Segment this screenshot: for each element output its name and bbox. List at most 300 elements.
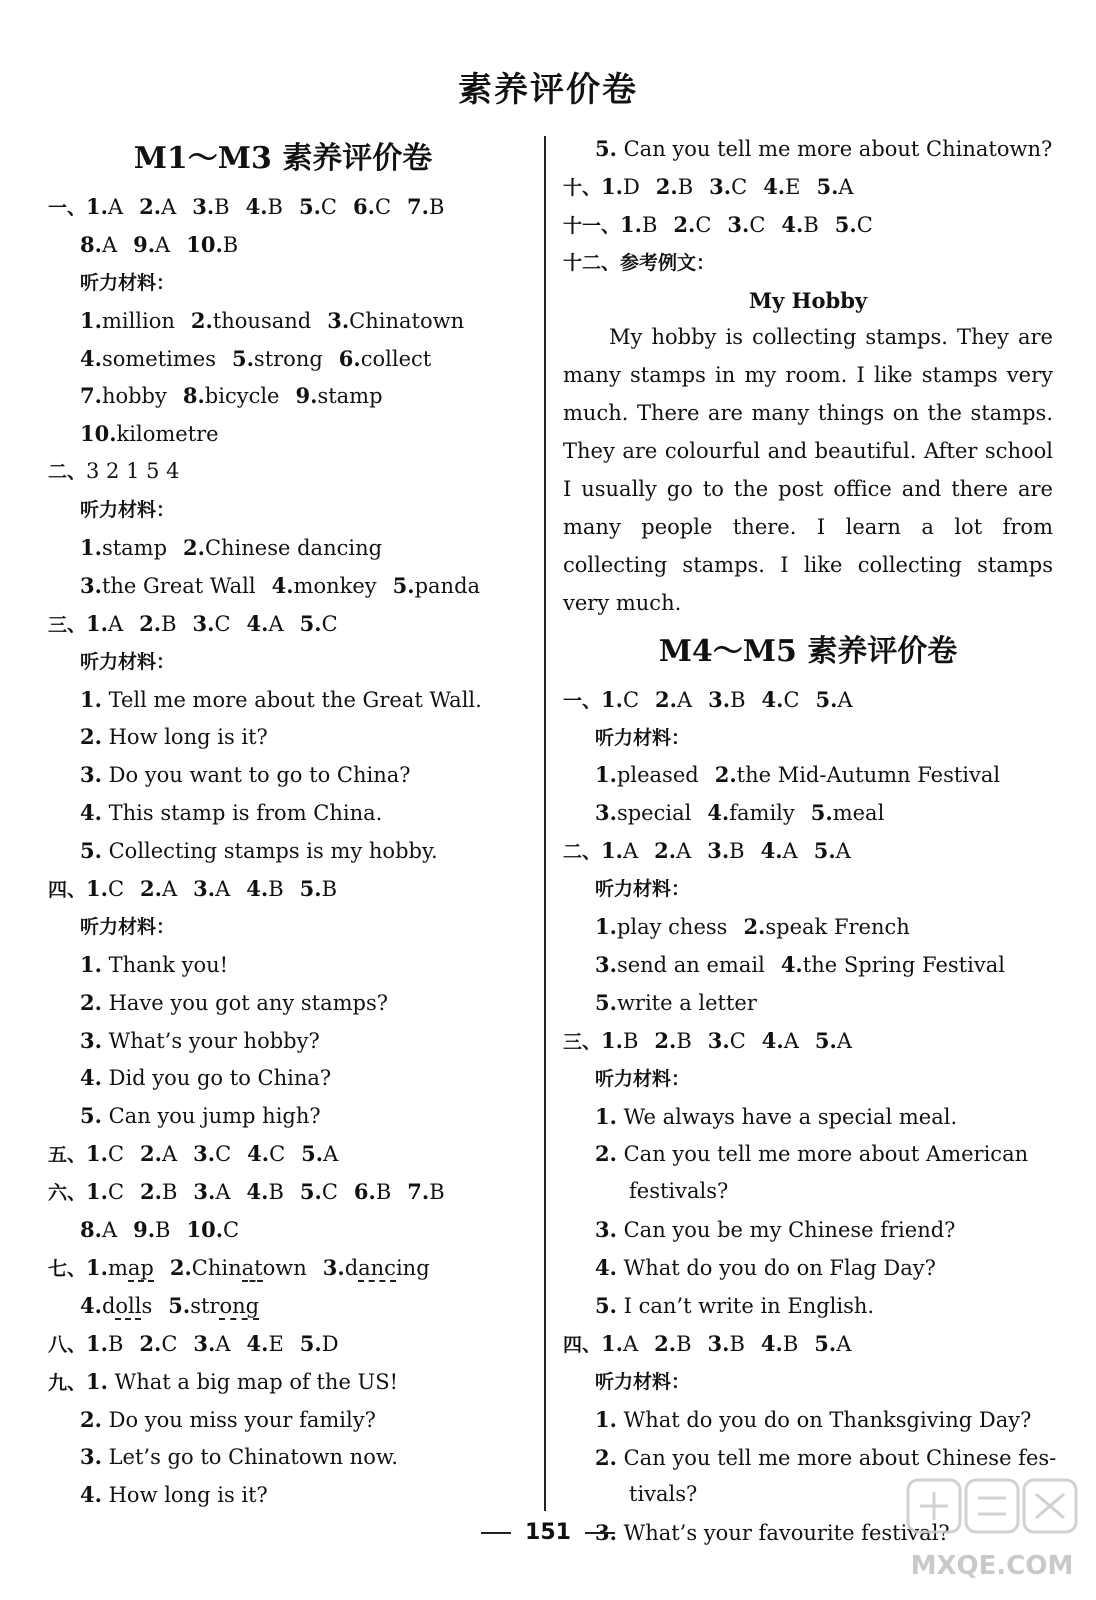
answer-line bbox=[48, 681, 518, 719]
item-answer: B bbox=[676, 1028, 692, 1053]
item-number: 2. bbox=[140, 876, 162, 902]
answer-line bbox=[48, 756, 518, 794]
item-number: 9. bbox=[295, 383, 318, 409]
answer-line bbox=[563, 908, 1053, 946]
item-number: 5. bbox=[834, 211, 857, 237]
word-part: str bbox=[190, 1293, 220, 1318]
left-column bbox=[48, 130, 518, 1514]
underlined-letters: anc bbox=[358, 1255, 396, 1280]
answer-line bbox=[563, 1098, 1053, 1136]
item-number: 5. bbox=[299, 876, 322, 902]
item-answer: B bbox=[729, 839, 745, 864]
item-answer: A bbox=[622, 839, 639, 864]
item-number: 7. bbox=[407, 194, 429, 219]
answer-line bbox=[48, 415, 518, 453]
word-part: d bbox=[344, 1255, 359, 1280]
item-number: 9. bbox=[133, 231, 156, 257]
item-answer: A bbox=[215, 1331, 231, 1356]
item-number: 4. bbox=[780, 951, 803, 977]
item-number: 2. bbox=[743, 914, 766, 940]
answer-line bbox=[48, 491, 518, 529]
sentence-text: What a big map of the US! bbox=[107, 1369, 399, 1394]
sentence-text: Have you got any stamps? bbox=[101, 990, 389, 1015]
column-divider bbox=[544, 136, 546, 1511]
sentence-text: Do you want to go to China? bbox=[101, 763, 411, 788]
item-number: 1. bbox=[595, 762, 617, 788]
item-number: 10. bbox=[80, 421, 117, 447]
answer-line bbox=[48, 340, 518, 378]
item-number: 3. bbox=[192, 194, 215, 219]
item-number: 4. bbox=[246, 610, 269, 636]
watermark-text: MXQE.COM bbox=[910, 1551, 1074, 1581]
item-number: 1. bbox=[80, 686, 102, 712]
answer-line bbox=[48, 832, 518, 870]
sentence-text: Can you be my Chinese friend? bbox=[616, 1218, 956, 1243]
sentence-text: Thank you! bbox=[101, 952, 229, 977]
answer-line bbox=[563, 1173, 1053, 1211]
sentence-text: What do you do on Flag Day? bbox=[616, 1256, 936, 1281]
footer-dash bbox=[481, 1532, 511, 1534]
item-answer: collect bbox=[360, 346, 432, 371]
item-number: 4. bbox=[80, 800, 102, 826]
answer-list-m4-m5 bbox=[563, 681, 1057, 1552]
item-answer: C bbox=[107, 877, 125, 902]
answer-line bbox=[48, 1401, 518, 1439]
item-answer: C bbox=[749, 212, 766, 237]
item-answer: E bbox=[785, 174, 801, 199]
listening-heading: 听力材料： bbox=[595, 878, 691, 901]
item-answer: B bbox=[803, 212, 819, 237]
item-number: 1. bbox=[601, 838, 623, 864]
item-number: 5. bbox=[80, 1103, 102, 1129]
item-number: 2. bbox=[140, 1141, 162, 1167]
item-answer: B bbox=[214, 195, 230, 219]
section-number: 三、 bbox=[48, 613, 87, 636]
item-answer: C bbox=[320, 195, 337, 219]
item-number: 1. bbox=[601, 1330, 623, 1356]
item-answer: A bbox=[676, 839, 692, 864]
section-number: 十、 bbox=[563, 176, 602, 199]
answer-line bbox=[563, 870, 1053, 908]
item-number: 4. bbox=[761, 686, 784, 712]
section-number: 六、 bbox=[48, 1182, 87, 1205]
item-answer: A bbox=[161, 877, 178, 902]
section-number: 五、 bbox=[48, 1144, 87, 1167]
watermark-logo bbox=[900, 1470, 1085, 1590]
item-answer: B bbox=[641, 212, 658, 237]
underlined-letters: at bbox=[241, 1255, 263, 1280]
item-answer: A bbox=[676, 687, 693, 712]
item-answer: B bbox=[730, 687, 746, 712]
item-answer: A bbox=[323, 1142, 339, 1167]
answer-line bbox=[563, 1401, 1053, 1439]
answer-line bbox=[48, 1135, 518, 1173]
answer-line bbox=[48, 529, 518, 567]
item-number: 3. bbox=[80, 572, 102, 598]
item-number: 3. bbox=[595, 1520, 617, 1546]
item-answer: A bbox=[782, 839, 798, 864]
item-number: 4. bbox=[760, 1330, 783, 1356]
answer-line bbox=[48, 188, 518, 226]
sentence-text: What’s your favourite festival? bbox=[616, 1521, 950, 1546]
item-number: 1. bbox=[86, 1179, 108, 1205]
section-title-m1-m3: M1～M3 素养评价卷 bbox=[133, 141, 433, 176]
section-number: 一、 bbox=[563, 689, 602, 712]
item-number: 2. bbox=[654, 1027, 677, 1053]
section-number: 十一、 bbox=[563, 214, 621, 237]
item-answer: B bbox=[676, 1331, 692, 1356]
item-number: 2. bbox=[80, 724, 102, 750]
item-answer: speak French bbox=[765, 915, 910, 940]
item-answer: B bbox=[222, 232, 239, 257]
item-number: 5. bbox=[813, 838, 836, 864]
section-number: 二、 bbox=[563, 841, 602, 864]
item-number: 7. bbox=[407, 1179, 430, 1205]
item-number: 5. bbox=[595, 136, 617, 161]
item-answer: B bbox=[155, 1218, 171, 1243]
listening-heading: 参考例文： bbox=[620, 251, 716, 274]
item-answer: kilometre bbox=[116, 422, 219, 447]
item-answer: C bbox=[729, 1028, 746, 1053]
item-number: 4. bbox=[246, 1330, 269, 1356]
item-answer: A bbox=[161, 195, 177, 219]
answer-line bbox=[563, 681, 1053, 719]
item-answer: meal bbox=[832, 801, 885, 826]
item-answer: C bbox=[856, 212, 873, 237]
item-number: 2. bbox=[80, 1406, 102, 1432]
item-number: 5. bbox=[815, 686, 838, 712]
listening-heading: 听力材料： bbox=[80, 499, 176, 522]
page-title: 素养评价卷 bbox=[458, 70, 638, 110]
order-answer: 3 2 1 5 4 bbox=[86, 459, 180, 484]
answer-line bbox=[48, 1059, 518, 1097]
answer-line bbox=[563, 984, 1053, 1022]
item-number: 6. bbox=[353, 194, 375, 219]
item-answer: thousand bbox=[212, 308, 312, 333]
answer-line bbox=[48, 567, 518, 605]
item-answer: family bbox=[729, 801, 795, 826]
item-answer: monkey bbox=[293, 573, 377, 598]
item-number: 3. bbox=[80, 1027, 102, 1053]
answer-line bbox=[563, 1060, 1053, 1098]
item-answer: A bbox=[836, 1331, 852, 1356]
item-number: 3. bbox=[193, 1179, 216, 1205]
item-number: 4. bbox=[595, 1255, 617, 1281]
answer-line bbox=[563, 1022, 1053, 1060]
answer-line bbox=[48, 264, 518, 302]
essay-title: My Hobby bbox=[748, 287, 868, 313]
answer-line bbox=[563, 1211, 1053, 1249]
item-answer: send an email bbox=[616, 952, 765, 977]
sentence-text: What’s your hobby? bbox=[101, 1028, 320, 1053]
item-number: 5. bbox=[231, 345, 254, 371]
section-title-m4-m5: M4～M5 素养评价卷 bbox=[658, 633, 958, 669]
item-number: 8. bbox=[80, 231, 102, 257]
item-answer: A bbox=[783, 1028, 799, 1053]
item-number: 5. bbox=[595, 1292, 617, 1318]
item-number: 5. bbox=[810, 800, 833, 826]
item-answer: C bbox=[107, 1180, 125, 1205]
item-answer: C bbox=[107, 1142, 125, 1167]
sentence-text: We always have a special meal. bbox=[616, 1104, 958, 1129]
item-number: 3. bbox=[327, 307, 350, 333]
item-number: 4. bbox=[80, 345, 102, 371]
item-answer: B bbox=[428, 195, 445, 219]
page-number: 151 bbox=[525, 1520, 571, 1545]
item-number: 3. bbox=[709, 173, 732, 199]
item-number: 4. bbox=[80, 1292, 102, 1318]
item-number: 1. bbox=[86, 1368, 108, 1394]
item-number: 10. bbox=[186, 231, 223, 257]
item-answer: C bbox=[695, 212, 712, 237]
underlined-letters: ong bbox=[219, 1293, 260, 1318]
item-number: 3. bbox=[707, 1027, 730, 1053]
item-number: 5. bbox=[814, 1330, 837, 1356]
item-number: 6. bbox=[338, 345, 361, 371]
item-number: 4. bbox=[80, 1065, 102, 1091]
item-answer: Chinese dancing bbox=[204, 536, 383, 561]
item-number: 5. bbox=[80, 838, 102, 864]
item-number: 2. bbox=[595, 1444, 617, 1470]
item-number: 2. bbox=[655, 686, 677, 712]
item-number: 1. bbox=[595, 1103, 617, 1129]
item-number: 7. bbox=[80, 383, 102, 409]
answer-line bbox=[48, 453, 518, 491]
listening-heading: 听力材料： bbox=[80, 271, 176, 294]
item-answer: the Great Wall bbox=[101, 573, 256, 598]
answer-line bbox=[48, 1097, 518, 1135]
item-answer: the Spring Festival bbox=[802, 952, 1005, 977]
answer-line bbox=[48, 946, 518, 984]
answer-line bbox=[563, 1135, 1053, 1173]
item-number: 5. bbox=[299, 610, 322, 636]
item-number: 2. bbox=[139, 610, 162, 636]
answer-line bbox=[48, 377, 518, 415]
item-answer: C bbox=[321, 611, 338, 636]
answer-line bbox=[48, 1325, 518, 1363]
item-number: 1. bbox=[86, 1330, 108, 1356]
item-number: 8. bbox=[80, 1217, 102, 1243]
sentence-text: What do you do on Thanksgiving Day? bbox=[616, 1407, 1032, 1432]
answer-line bbox=[48, 1022, 518, 1060]
item-number: 2. bbox=[654, 838, 677, 864]
item-number: 3. bbox=[80, 1444, 102, 1470]
item-answer: A bbox=[838, 174, 854, 199]
item-number: 4. bbox=[80, 1482, 102, 1508]
item-number: 2. bbox=[169, 1254, 192, 1280]
answer-line bbox=[48, 1438, 518, 1476]
item-number: 9. bbox=[133, 1217, 156, 1243]
answer-line bbox=[48, 1211, 518, 1249]
answer-line bbox=[563, 946, 1053, 984]
item-number: 1. bbox=[86, 876, 108, 902]
item-number: 3. bbox=[193, 1330, 216, 1356]
answer-line bbox=[48, 226, 518, 264]
word-part: m bbox=[107, 1255, 128, 1280]
item-answer: B bbox=[107, 1331, 124, 1356]
section-number: 一、 bbox=[48, 197, 87, 219]
item-number: 4. bbox=[761, 1027, 784, 1053]
section-number: 四、 bbox=[48, 879, 87, 902]
item-answer: B bbox=[729, 1331, 745, 1356]
sentence-text: How long is it? bbox=[101, 1483, 268, 1508]
item-number: 4. bbox=[707, 800, 730, 826]
item-number: 3. bbox=[707, 1330, 730, 1356]
answer-line bbox=[48, 794, 518, 832]
item-answer: B bbox=[268, 877, 284, 902]
sentence-text: Can you tell me more about Chinatown? bbox=[616, 137, 1053, 161]
item-number: 3. bbox=[193, 1141, 216, 1167]
sentence-text: How long is it? bbox=[101, 725, 268, 750]
listening-heading: 听力材料： bbox=[595, 726, 691, 749]
item-number: 1. bbox=[86, 1141, 108, 1167]
item-number: 5. bbox=[299, 1330, 322, 1356]
item-answer: C bbox=[269, 1142, 286, 1167]
item-answer: pleased bbox=[616, 763, 699, 788]
item-number: 2. bbox=[655, 173, 678, 199]
item-number: 3. bbox=[595, 800, 617, 826]
answer-line bbox=[48, 605, 518, 643]
item-number: 5. bbox=[168, 1292, 191, 1318]
section-number: 十二、 bbox=[563, 251, 621, 274]
listening-heading: 听力材料： bbox=[80, 915, 176, 938]
item-answer: C bbox=[223, 1218, 240, 1243]
item-number: 5. bbox=[595, 989, 617, 1015]
item-number: 3. bbox=[595, 951, 617, 977]
item-number: 1. bbox=[86, 194, 108, 219]
item-number: 1. bbox=[601, 173, 623, 199]
item-number: 1. bbox=[601, 686, 623, 712]
sentence-text: Let’s go to Chinatown now. bbox=[101, 1445, 399, 1470]
answer-line bbox=[563, 244, 1053, 282]
item-number: 6. bbox=[353, 1179, 376, 1205]
item-answer: A bbox=[215, 1180, 231, 1205]
right-column bbox=[563, 130, 1057, 1552]
item-number: 3. bbox=[80, 762, 102, 788]
answer-line bbox=[48, 718, 518, 756]
answer-line bbox=[563, 168, 1053, 206]
item-answer: B bbox=[677, 174, 694, 199]
answer-line bbox=[563, 756, 1053, 794]
word-part: s bbox=[141, 1293, 153, 1318]
listening-heading: 听力材料： bbox=[595, 1067, 691, 1090]
sentence-continuation: festivals? bbox=[629, 1179, 729, 1204]
answer-line bbox=[563, 1325, 1053, 1363]
item-number: 3. bbox=[192, 610, 215, 636]
word-part: ing bbox=[395, 1255, 430, 1280]
sentence-text: Can you tell me more about Chinese fes- bbox=[616, 1445, 1057, 1470]
item-answer: the Mid-Autumn Festival bbox=[736, 763, 1001, 788]
item-number: 8. bbox=[182, 383, 205, 409]
item-answer: C bbox=[783, 687, 800, 712]
sentence-text: Did you go to China? bbox=[101, 1066, 332, 1091]
item-number: 2. bbox=[654, 1330, 677, 1356]
section-number: 八、 bbox=[48, 1333, 87, 1356]
listening-heading: 听力材料： bbox=[595, 1370, 691, 1393]
item-number: 5. bbox=[816, 173, 839, 199]
item-number: 1. bbox=[80, 307, 102, 333]
item-answer: A bbox=[268, 611, 284, 636]
item-number: 10. bbox=[186, 1217, 224, 1243]
item-number: 3. bbox=[707, 838, 730, 864]
answer-line bbox=[563, 206, 1053, 244]
listening-heading: 听力材料： bbox=[80, 650, 176, 673]
word-part: d bbox=[101, 1293, 116, 1318]
answer-line bbox=[48, 1249, 518, 1287]
item-answer: C bbox=[622, 687, 640, 712]
sentence-text: Do you miss your family? bbox=[101, 1407, 376, 1432]
item-answer: C bbox=[731, 174, 748, 199]
item-number: 2. bbox=[140, 1179, 162, 1205]
item-number: 5. bbox=[298, 194, 321, 219]
item-answer: B bbox=[321, 877, 337, 902]
item-number: 2. bbox=[673, 211, 696, 237]
item-answer: A bbox=[155, 232, 171, 257]
item-number: 4. bbox=[247, 1141, 270, 1167]
sentence-text: Can you tell me more about American bbox=[616, 1142, 1029, 1167]
sentence-text: Can you jump high? bbox=[101, 1104, 321, 1129]
item-answer: B bbox=[622, 1028, 639, 1053]
sentence-text: This stamp is from China. bbox=[101, 801, 383, 826]
answer-line bbox=[48, 643, 518, 681]
section-number: 九、 bbox=[48, 1371, 87, 1394]
item-answer: D bbox=[321, 1331, 339, 1356]
item-answer: A bbox=[161, 1142, 178, 1167]
section-number: 四、 bbox=[563, 1333, 602, 1356]
item-number: 5. bbox=[814, 1027, 837, 1053]
item-number: 5. bbox=[299, 1179, 322, 1205]
item-number: 2. bbox=[714, 762, 737, 788]
sentence-text: I can’t write in English. bbox=[616, 1293, 875, 1318]
item-answer: play chess bbox=[616, 915, 728, 940]
answer-line bbox=[48, 302, 518, 340]
item-number: 1. bbox=[86, 610, 108, 636]
answer-line bbox=[48, 984, 518, 1022]
item-number: 1. bbox=[595, 1406, 617, 1432]
item-number: 1. bbox=[595, 914, 617, 940]
item-number: 4. bbox=[246, 876, 269, 902]
item-number: 2. bbox=[80, 989, 102, 1015]
item-answer: A bbox=[107, 195, 124, 219]
footer-dash bbox=[585, 1532, 615, 1534]
answer-line bbox=[48, 908, 518, 946]
item-answer: hobby bbox=[101, 384, 167, 409]
item-number: 4. bbox=[760, 838, 783, 864]
item-answer: A bbox=[836, 1028, 852, 1053]
item-answer: D bbox=[622, 174, 640, 199]
underlined-letters: oll bbox=[115, 1293, 142, 1318]
item-answer: C bbox=[214, 611, 231, 636]
item-answer: C bbox=[321, 1180, 338, 1205]
item-number: 4. bbox=[763, 173, 786, 199]
item-answer: C bbox=[374, 195, 392, 219]
item-answer: write a letter bbox=[616, 990, 757, 1015]
item-answer: C bbox=[161, 1331, 178, 1356]
answer-line bbox=[563, 794, 1053, 832]
item-number: 1. bbox=[620, 211, 642, 237]
answer-list-m1-m3-continued bbox=[563, 130, 1053, 282]
answer-line bbox=[563, 1249, 1053, 1287]
item-number: 4. bbox=[781, 211, 804, 237]
item-answer: special bbox=[616, 801, 692, 826]
item-number: 3. bbox=[595, 1217, 617, 1243]
item-answer: A bbox=[837, 687, 853, 712]
word-part: own bbox=[262, 1255, 307, 1280]
underlined-letters: ap bbox=[127, 1255, 154, 1280]
item-answer: A bbox=[107, 611, 124, 636]
item-number: 2. bbox=[190, 307, 213, 333]
word-part: Chin bbox=[191, 1255, 242, 1280]
